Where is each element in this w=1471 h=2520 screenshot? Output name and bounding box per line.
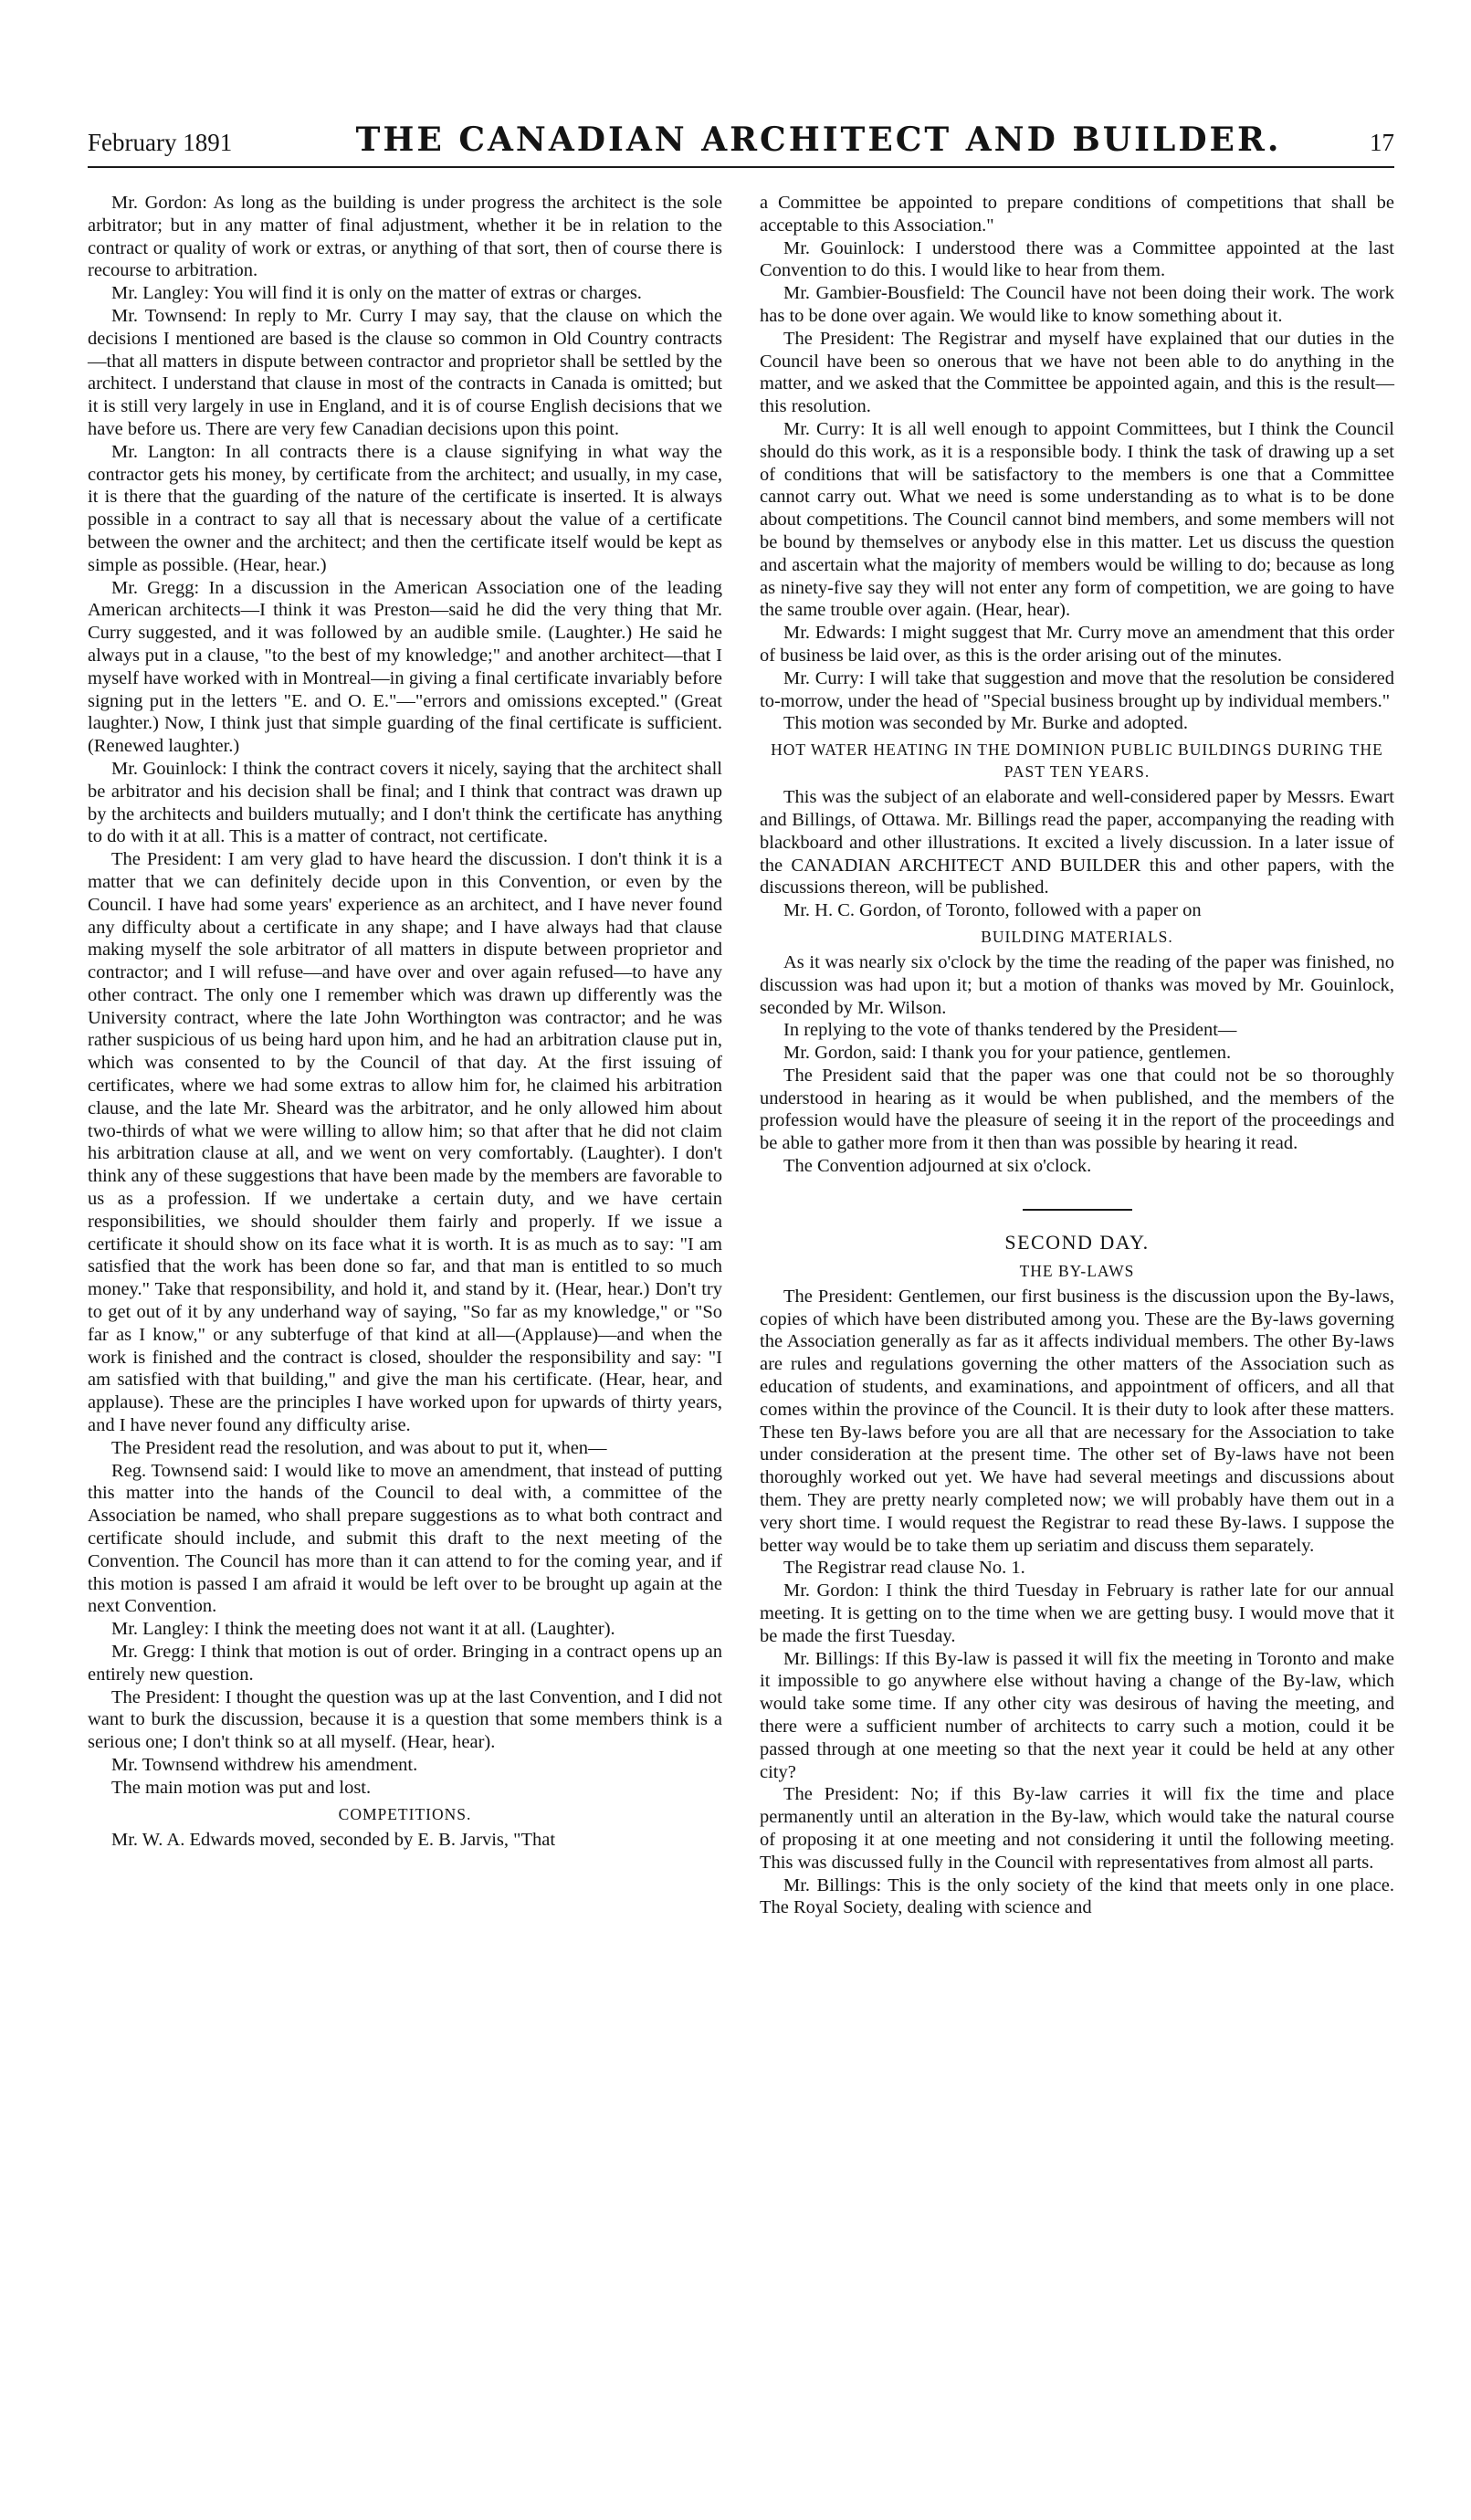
paragraph: Mr. Townsend: In reply to Mr. Curry I may say, that the clause on which the decisions I mentioned are based is the clause so common in Old Country contracts—that all matters in dispute between contractor and proprietor shall be settled by the architect. I understand that clause in most of the contracts in Canada is omitted; but it is still very largely in use in England, and it is of course English decisions that we have before us. There are very few Canadian decisions upon this point.: [88, 305, 722, 439]
paragraph: Mr. Gambier-Bousfield: The Council have not been doing their work. The work has to be done over again. We would like to know something about it.: [760, 283, 1394, 326]
paragraph: The Registrar read clause No. 1.: [783, 1558, 1025, 1579]
paragraph: Mr. Gregg: In a discussion in the American Association one of the leading American architects—I think it was Preston—said he did the very thing that Mr. Curry suggested, and it was followed by an audible smile. (Laughter.) He said he always put in a clause, "to the best of my knowledge;" and another architect—that I myself have worked with in Montreal—in giving a final certificate invariably before signing put in the letters "E. and O. E."—"errors and omissions excepted." (Great laughter.) Now, I think just that simple guarding of the final certificate is sufficient. (Renewed laughter.): [88, 577, 722, 757]
paragraph: Mr. Curry: It is all well enough to appoint Committees, but I think the Council should do this work, as it is a responsible body. I think the task of drawing up a set of conditions that will be satisfactory to the members is one that a Committee cannot carry out. What we need is some understanding as to what is to be done about competitions. The Council cannot bind members, and some members will not be bound by themselves or anybody else in this matter. Let us discuss the question and ascertain what the majority of members would be willing to do; because as long as ninety-five say they will not enter any form of competition, we are going to have the same trouble over again. (Hear, hear).: [760, 418, 1394, 621]
subhead-bylaws: THE BY-LAWS: [1019, 1261, 1135, 1280]
paragraph: Reg. Townsend said: I would like to move an amendment, that instead of putting this matter into the hands of the Council to deal with, a committee of the Association be named, who shall prepare suggestions as to what both contract and certificate should include, and submit this draft to the next meeting of the Convention. The Council has more than it can attend to for the coming year, and if this motion is passed I am afraid it would be left over to be brought up again at the next Convention.: [88, 1460, 722, 1617]
paragraph: As it was nearly six o'clock by the time the reading of the paper was finished, no discussion was had upon it; but a motion of thanks was moved by Mr. Gouinlock, seconded by Mr. Wilson.: [760, 951, 1394, 1018]
paragraph: Mr. Townsend withdrew his amendment.: [111, 1754, 418, 1775]
paragraph: Mr. Langley: I think the meeting does not want it at all. (Laughter).: [111, 1619, 615, 1640]
masthead-title: THE CANADIAN ARCHITECT AND BUILDER.: [355, 121, 1282, 159]
paragraph: Mr. Langton: In all contracts there is a clause signifying in what way the contractor gets his money, by certificate from the architect; and usually, in my case, it is there that the guarding of the nature of the certificate is inserted. It is always possible in a contract to say all that is necessary about the value of a certificate between the owner and the architect; and then the certificate itself would be kept as simple as possible. (Hear, hear.): [88, 441, 722, 575]
section-divider-rule: [1023, 1209, 1132, 1211]
page-header: [88, 121, 1394, 168]
paragraph: The Convention adjourned at six o'clock.: [783, 1156, 1092, 1177]
right-column: [760, 192, 1394, 1919]
paragraph: The President: No; if this By-law carries it will fix the time and place permanently until an alteration in the By-law, which would take the natural course of proposing it at one meeting and not considering it until the following meeting. This was discussed fully in the Council with representatives from almost all parts.: [760, 1784, 1394, 1873]
left-column-paragraphs: [88, 192, 722, 1800]
paragraph: The President said that the paper was one that could not be so thoroughly understood in hearing as it would be when published, and the members of the profession would have the pleasure of seeing it in the report of the proceedings and be able to gather more from it then than was possible by hearing it read.: [760, 1065, 1394, 1154]
paragraph: The main motion was put and lost.: [111, 1777, 372, 1798]
paragraph: The President read the resolution, and was about to put it, when—: [111, 1437, 607, 1458]
paragraph: Mr. Curry: I will take that suggestion and move that the resolution be considered to-morrow, under the head of "Special business brought up by individual members.": [760, 667, 1394, 711]
paragraph: Mr. Gordon: As long as the building is under progress the architect is the sole arbitrator; but in any matter of final adjustment, whether it be in relation to the contract or quality of work or extras, or anything of that sort, then of course there is recourse to arbitration.: [88, 193, 722, 281]
section-heading-second-day: SECOND DAY.: [1004, 1230, 1150, 1254]
paragraph: This was the subject of an elaborate and well-considered paper by Messrs. Ewart and Billings, of Ottawa. Mr. Billings read the paper, accompanying the reading with blackboard and other illustrations. It excited a lively discussion. In a later issue of the CANADIAN ARCHITECT AND BUILDER this and other papers, with the discussions thereon, will be published.: [760, 787, 1394, 898]
subhead-hot-water-heating: HOT WATER HEATING IN THE DOMINION PUBLIC BUILDINGS DURING THE PAST TEN YEARS.: [771, 740, 1383, 782]
paragraph: The President: Gentlemen, our first business is the discussion upon the By-laws, copies of which have been distributed among you. These are the By-laws governing the Association generally as far as it affects individual members. The other By-laws are rules and regulations governing the other matters of the Association such as education of students, and examinations, and appointment of officers, and all that comes within the province of the Council. It is their duty to look after these matters. These ten By-laws before you are all that are necessary for the Association to take under consideration at the present time. The other set of By-laws have not been thoroughly worked out yet. We have had several meetings and discussions about them. They are pretty nearly completed now; we will probably have them out in a very short time. I would request the Registrar to read these By-laws. I suppose the better way would be to take them up seriatim and discuss them separately.: [760, 1286, 1394, 1556]
paragraph: Mr. Gouinlock: I understood there was a Committee appointed at the last Convention to do this. I would like to hear from them.: [760, 237, 1394, 281]
right-column-paragraphs-d: [760, 1286, 1394, 1919]
paragraph: Mr. Gordon, said: I thank you for your patience, gentlemen.: [783, 1043, 1232, 1064]
issue-date: February 1891: [88, 129, 233, 156]
paragraph: This motion was seconded by Mr. Burke and adopted.: [783, 713, 1188, 734]
paragraph: The President: I thought the question was up at the last Convention, and I did not want to burk the discussion, because it is a question that some members think is a serious one; I don't think so at all myself. (Hear, hear).: [88, 1686, 722, 1753]
paragraph: a Committee be appointed to prepare conditions of competitions that shall be acceptable to this Association.": [760, 193, 1394, 236]
paragraph: Mr. Langley: You will find it is only on the matter of extras or charges.: [111, 283, 642, 304]
paragraph: Mr. W. A. Edwards moved, seconded by E. B. Jarvis, "That: [111, 1829, 556, 1850]
right-column-paragraphs-a: [760, 192, 1394, 735]
paragraph: The President: I am very glad to have heard the discussion. I don't think it is a matter that we can definitely decide upon in this Convention, or even by the Council. I have had some years' experience as an architect, and I have never found any difficulty about a certificate in any shape; and I have always had that clause making myself the sole arbitrator of all matters in dispute between proprietor and contractor; and I will refuse—and have over and over again refused—to have any other contract. The only one I remember which was drawn up differently was the University contract, where the late John Worthington was contractor; and he was rather suspicious of us being hard upon him, and he had an arbitration clause put in, which was consented to by the Council of that day. At the first issuing of certificates, where we had some extras to allow him for, he claimed his arbitration clause, and the late Mr. Sheard was the arbitrator, and he only allowed him about two-thirds of what we were willing to allow him; so that after that he did not claim his arbitration clause at all, and we went on very comfortably. (Laughter). I don't think any of these suggestions that have been made by the members are favorable to us as a profession. If we undertake a certain duty, and we have certain responsibilities, we should shoulder them fairly and properly. If we issue a certificate it should show on its face what it is worth. It is as much as to say: "I am satisfied that the work has been done so far, and that man is entitled to so much money." Take that responsibility, and hold it, and stand by it. (Hear, hear.) Don't try to get out of it by any underhand way of saying, "So far as my knowledge," or "So far as I know," or any subterfuge of that kind at all—(Applause)—and when the work is finished and the contract is closed, shoulder the responsibility and say: "I am satisfied with that building," and give the man his certificate. (Hear, hear, and applause). These are the principles I have worked upon for upwards of thirty years, and I have never found any difficulty arise.: [88, 849, 722, 1436]
paragraph: Mr. Billings: If this By-law is passed it will fix the meeting in Toronto and make it impossible to go anywhere else without having a change of the By-law, which would take some time. If any other city was desirous of having the meeting, and there were a sufficient number of architects to carry such a motion, could it be passed through at one meeting so that the next year it could be held at any other city?: [760, 1648, 1394, 1782]
paragraph: Mr. H. C. Gordon, of Toronto, followed with a paper on: [783, 900, 1202, 921]
right-column-paragraphs-b: [760, 786, 1394, 922]
subhead-competitions: COMPETITIONS.: [338, 1804, 472, 1823]
paragraph: Mr. Gordon: I think the third Tuesday in February is rather late for our annual meeting. It is getting on to the time when we are getting busy. I would move that it be made the first Tuesday.: [760, 1580, 1394, 1646]
paragraph: Mr. Gouinlock: I think the contract covers it nicely, saying that the architect shall be arbitrator and his decision shall be final; and I think that contract was drawn up by the architects and builders mutually; and I don't think the certificate has anything to do with it at all. This is a matter of contract, not certificate.: [88, 758, 722, 847]
paragraph: The President: The Registrar and myself have explained that our duties in the Council have been so onerous that we have not been able to do anything in the matter, and we asked that the Committee be appointed again, and this is the result—this resolution.: [760, 328, 1394, 417]
page-number: 17: [1370, 129, 1394, 156]
paragraph: Mr. Edwards: I might suggest that Mr. Curry move an amendment that this order of business be laid over, as this is the order arising out of the minutes.: [760, 623, 1394, 666]
paragraph: In replying to the vote of thanks tendered by the President—: [783, 1020, 1237, 1041]
subhead-building-materials: BUILDING MATERIALS.: [981, 927, 1173, 946]
right-column-paragraphs-c: [760, 951, 1394, 1178]
paragraph: Mr. Billings: This is the only society of the kind that meets only in one place. The Royal Society, dealing with science and: [760, 1874, 1394, 1918]
left-column: [88, 192, 722, 1919]
paragraph: Mr. Gregg: I think that motion is out of order. Bringing in a contract opens up an entirely new question.: [88, 1642, 722, 1685]
text-columns: [88, 192, 1394, 1919]
